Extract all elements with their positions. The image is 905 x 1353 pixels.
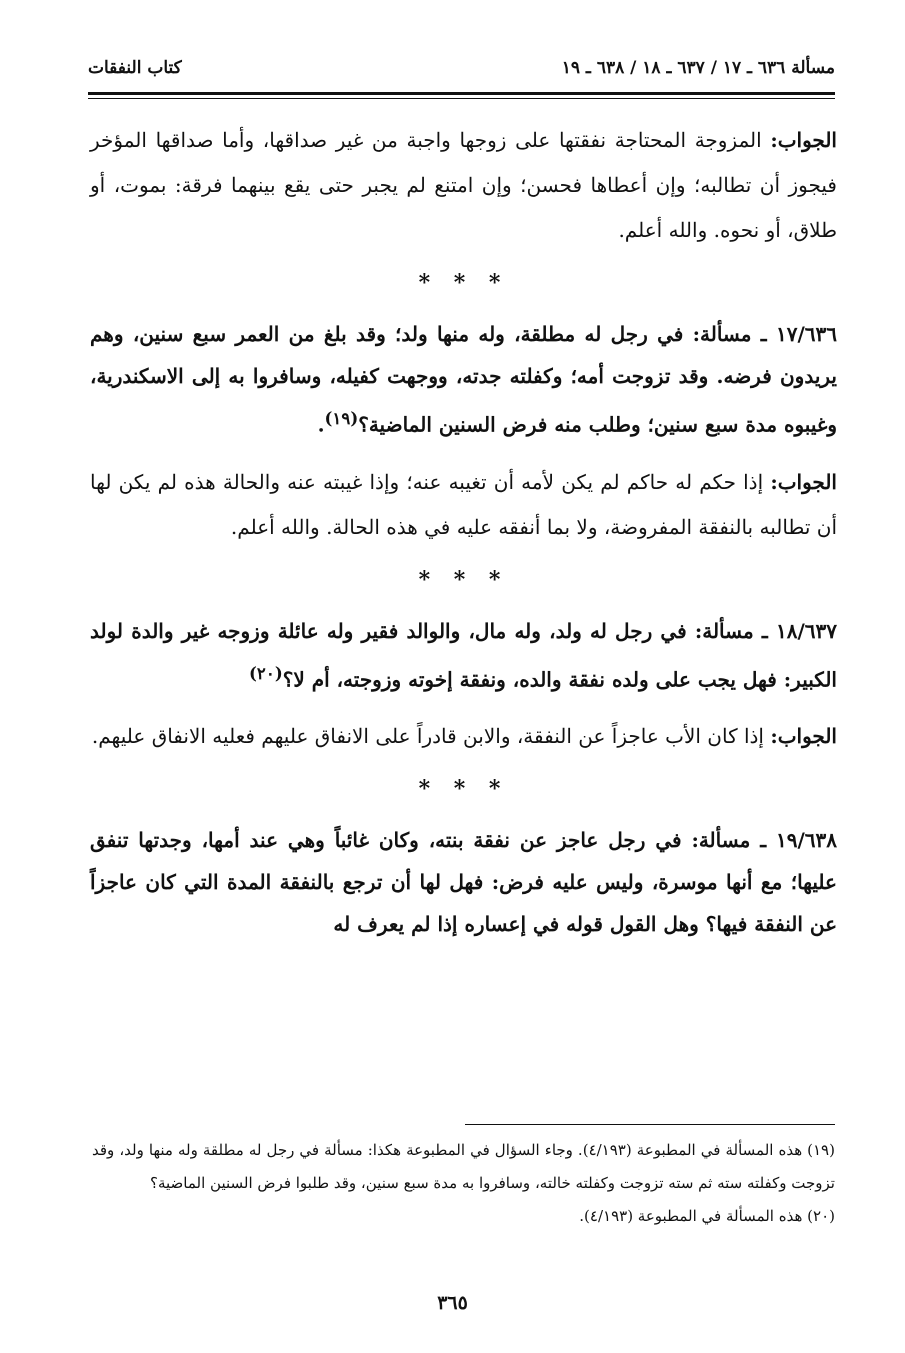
answer-text: إذا كان الأب عاجزاً عن النفقة، والابن قادراً على الانفاق عليهم فعليه الانفاق عليهم. <box>91 724 771 749</box>
question-18 <box>90 610 837 701</box>
question-number: ١٩/٦٣٨ ـ مسألة: <box>691 828 837 853</box>
footnote-ref-20: (٢٠) <box>249 662 283 683</box>
footnotes <box>92 1134 835 1233</box>
footnote-ref-19: (١٩) <box>324 408 359 428</box>
answer-text: إذا حكم له حاكم لم يكن لأمه أن تغيبه عنه؛ وإذا غيبته عنه والحالة هذه لم يكن لها أن تطالبه بالنفقة المفروضة، ولا بما أنفقه عليه في هذه الحالة. والله أعلم. <box>90 469 837 539</box>
answer-text: المزوجة المحتاجة نفقتها على زوجها واجبة من غير صداقها، وأما صداقها المؤخر فيجوز أن تطالبه؛ وإن أعطاها فحسن؛ وإن امتنع لم يجبر حتى يقع بينهما فرقة: بموت، أو طلاق، أو نحوه. والله أعلم. <box>90 128 837 242</box>
answer-label: الجواب: <box>770 724 837 749</box>
main-text <box>90 118 837 945</box>
answer-previous <box>90 118 837 253</box>
header-issue-range: مسألة ٦٣٦ ـ ١٧ / ٦٣٧ ـ ١٨ / ٦٣٨ ـ ١٩ <box>561 58 835 78</box>
spacer <box>90 700 837 714</box>
footnote-19: (١٩) هذه المسألة في المطبوعة (٤/١٩٣). وجاء السؤال في المطبوعة هكذا: مسألة في رجل له مطلقة وله منها ولد، وقد تزوجت وكفلته سته ثم سته تزوجت وكفلته خالته، وسافروا به مدة سبع سنين، وقد طلبوا فرض السنين الماضية؟ <box>92 1141 835 1192</box>
header-rule-thick <box>88 92 835 95</box>
answer-17 <box>90 460 837 550</box>
answer-label: الجواب: <box>770 128 837 152</box>
page-number: ٣٦٥ <box>437 1292 468 1314</box>
question-text: في رجل له ولد، وله مال، والوالد فقير وله عائلة وزوجه غير والدة لولد الكبير: فهل يجب على ولده نفقة والده، ونفقة إخوته وزوجته، أم لا؟ <box>90 618 837 692</box>
separator-stars: * * * <box>418 566 509 593</box>
header-book-title: كتاب النفقات <box>88 58 182 78</box>
question-end: . <box>317 412 325 437</box>
separator-stars: * * * <box>418 270 509 296</box>
answer-18 <box>90 714 837 759</box>
footnote-20: (٢٠) هذه المسألة في المطبوعة (٤/١٩٣). <box>579 1207 835 1225</box>
separator-stars: * * * <box>418 776 509 803</box>
question-text: في رجل عاجز عن نفقة بنته، وكان غائباً وهي عند أمها، وجدتها تنفق عليها؛ مع أنها موسرة، وليس عليه فرض: فهل لها أن ترجع بالنفقة المدة التي كان عاجزاً عن النفقة فيها؟ وهل القول قوله في إعساره إذا لم يعرف له <box>90 828 837 937</box>
header-rule-thin <box>88 98 835 99</box>
question-19 <box>90 819 837 945</box>
question-number: ١٨/٦٣٧ ـ مسألة: <box>694 618 837 643</box>
answer-label: الجواب: <box>770 469 837 494</box>
question-17 <box>90 313 837 446</box>
running-header <box>88 54 835 88</box>
question-text: في رجل له مطلقة، وله منها ولد؛ وقد بلغ من العمر سبع سنين، وهم يريدون فرضه. وقد تزوجت أمه؛ وكفلته جدته، ووجهت كفيله، وسافروا به إلى الاسكندرية، وغيبوه مدة سبع سنين؛ وطلب منه فرض السنين الماضية؟ <box>90 322 837 437</box>
spacer <box>90 446 837 460</box>
footnote-rule <box>465 1124 835 1125</box>
question-number: ١٧/٦٣٦ ـ مسألة: <box>692 322 837 346</box>
